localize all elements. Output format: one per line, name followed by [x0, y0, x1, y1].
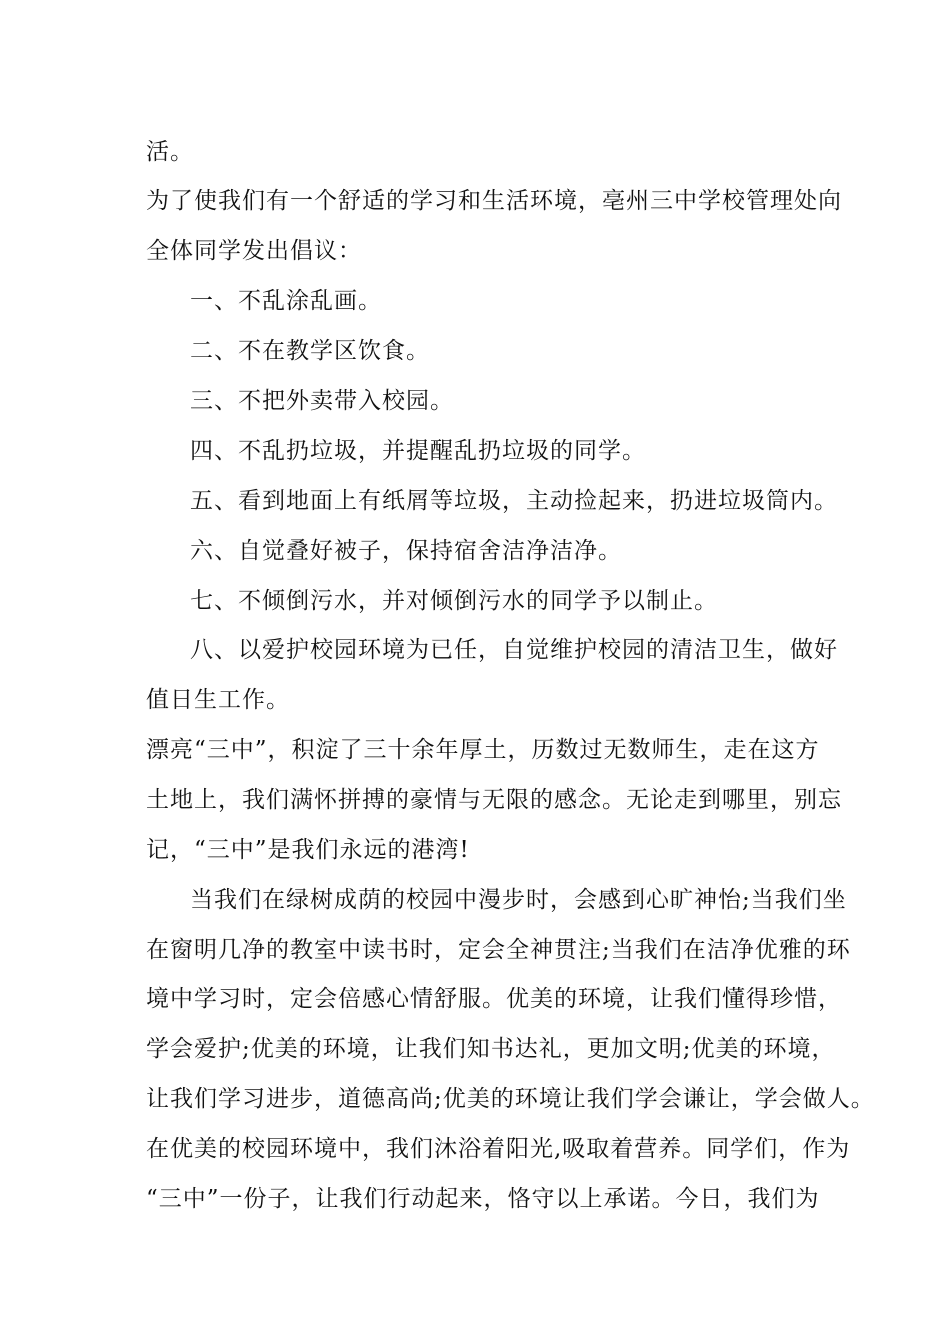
text-line: 境中学习时，定会倍感心情舒服。优美的环境，让我们懂得珍惜， — [146, 986, 842, 1012]
list-item: 二、不在教学区饮食。 — [190, 338, 430, 364]
list-item: 六、自觉叠好被子，保持宿舍洁净洁净。 — [190, 538, 622, 564]
list-item: 七、不倾倒污水，并对倾倒污水的同学予以制止。 — [190, 588, 718, 614]
text-line: 在窗明几净的教室中读书时，定会全神贯注;当我们在洁净优雅的环 — [146, 937, 851, 963]
text-line: 学会爱护;优美的环境，让我们知书达礼，更加文明;优美的环境， — [146, 1036, 836, 1062]
text-line: 漂亮“三中”，积淀了三十余年厚土，历数过无数师生，走在这方 — [146, 737, 820, 763]
text-line: 全体同学发出倡议： — [146, 238, 362, 264]
list-item: 五、看到地面上有纸屑等垃圾，主动捡起来，扔进垃圾筒内。 — [190, 488, 838, 514]
text-line: 为了使我们有一个舒适的学习和生活环境，亳州三中学校管理处向 — [146, 188, 842, 214]
text-line: 在优美的校园环境中，我们沐浴着阳光,吸取着营养。同学们，作为 — [146, 1136, 851, 1162]
text-line: 值日生工作。 — [146, 687, 290, 713]
text-line: 活。 — [146, 139, 194, 165]
text-line: 记，“三中”是我们永远的港湾! — [146, 837, 470, 863]
list-item: 八、以爱护校园环境为已任，自觉维护校园的清洁卫生，做好 — [190, 637, 838, 663]
list-item: 四、不乱扔垃圾，并提醒乱扔垃圾的同学。 — [190, 438, 646, 464]
list-item: 三、不把外卖带入校园。 — [190, 388, 454, 414]
text-line: 当我们在绿树成荫的校园中漫步时，会感到心旷神怡;当我们坐 — [190, 887, 847, 913]
text-line: 土地上，我们满怀拼搏的豪情与无限的感念。无论走到哪里，别忘 — [146, 787, 842, 813]
text-line: “三中”一份子，让我们行动起来，恪守以上承诺。今日，我们为 — [146, 1186, 820, 1212]
text-line: 让我们学习进步，道德高尚;优美的环境让我们学会谦让，学会做人。 — [146, 1086, 875, 1112]
list-item: 一、不乱涂乱画。 — [190, 288, 382, 314]
